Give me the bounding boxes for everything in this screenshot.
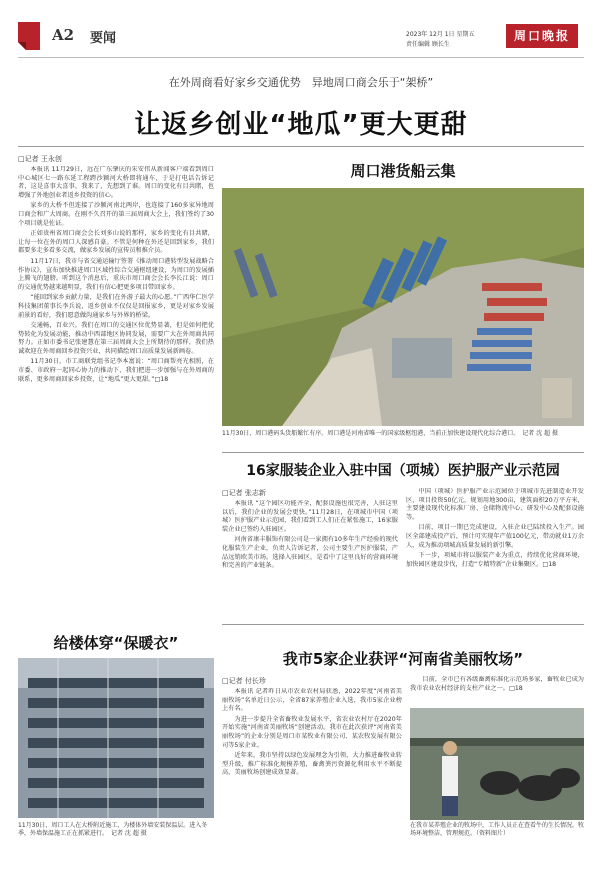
article3-byline: □记者 付长珍: [222, 677, 266, 685]
paragraph: 目前，项目一期已完成建设，入驻企业已陆续投入生产。园区全部建成投产后，预计可实现年产值100亿元，带动就业1万余人，成为推动项城高质量发展的新引擎。: [406, 524, 584, 549]
article3-title: 我市5家企业获评“河南省美丽牧场”: [282, 650, 524, 668]
building-image: [18, 658, 214, 818]
paragraph: 本报讯 11月29日，远在广东肇庆的朱安伟从新闻客户端看到周口中心城区七一路东延工程跨沙颍河大桥即将通车，于是打电话告诉记者，这是喜事大喜事，我来了，先想到了谁。周口的变化有目共睹，也增强了外地创业者返乡投资的信心。: [18, 166, 214, 199]
newspaper-logo: 周口晚报: [506, 24, 578, 48]
section-name: 要闻: [90, 31, 117, 46]
header-meta: [406, 30, 474, 50]
paragraph: 目前，全市已有各级畜禽标准化示范场多家，畜牧业已成为我市农业农村经济的支柱产业之一。□18: [410, 676, 584, 692]
building-photo: [18, 658, 214, 818]
article1-byline: □记者 王永创: [18, 155, 62, 163]
main-headline: 让返乡创业“地瓜”更大更甜: [134, 110, 468, 140]
article3-col1: [222, 688, 402, 878]
editor-line: 责任编辑 顾长生: [406, 41, 450, 48]
paragraph: 下一步，项城市将以服装产业为重点，持续优化营商环境，加快园区建设步伐，打造“专精特新”企业集聚区。□18: [406, 552, 584, 568]
photo2-caption: 11月30日，周口工人在大桥附近施工，为楼体外墙安装保温层。进入冬季，外墙保温施工正在抓紧进行。 记者 沈 超 摄: [18, 822, 208, 837]
paragraph: 为进一步提升全省畜牧业发展水平，省农业农村厅在2020年开始实施“河南省美丽牧场”创建活动。我市在此次获评“河南省美丽牧场”的企业分别是周口市某牧业有限公司、某农牧发展有限公司等5家企业。: [222, 715, 402, 749]
farm-photo: [410, 708, 584, 820]
article1-body: [18, 166, 214, 626]
divider: [222, 624, 584, 625]
article2-col1: [222, 500, 398, 615]
paragraph: 11月17日，我市与省交通运输厅签署《推动周口港转型发展战略合作协议》，宣布加快推进周口区域性综合交通枢纽建设，为周口的发展插上腾飞的翅膀。听到这个消息后，重庆市周口商会会长李长江说：周口的交通优势越来越明显，我们有信心把更多项目带回家乡。: [18, 257, 214, 291]
pasture-image: [410, 708, 584, 820]
article2-title: 16家服装企业入驻中国（项城）医护服产业示范园: [246, 463, 560, 479]
article2-col2: [406, 488, 584, 615]
article2-byline: □记者 张志新: [222, 489, 266, 497]
paragraph: 河南省康丰服饰有限公司是一家拥有10多年生产经验的现代化服装生产企业，负责人告诉记者，公司主要生产医护服装，产品远销欧美市场。选择入驻园区，是看中了这里良好的营商环境和完善的产业链条。: [222, 536, 398, 570]
headline-kicker: 在外周商看好家乡交通优势 异地周口商会乐于“架桥”: [168, 76, 434, 89]
page-corner-icon: [18, 22, 40, 50]
page-header: [18, 18, 584, 58]
paragraph: 交通畅，百业兴。我们在周口的交通区位优势显著，但是如何把优势转化为发展动能，推动中西部地区协同发展，需要广大在外周商共同努力。正如市委书记张建慧在第三届周商大会上所期待的那样，我们热诚欢迎在外周商回乡投资兴业，共同描绘周口高质量发展新画卷。: [18, 322, 214, 355]
section-number: A2: [52, 26, 75, 44]
paragraph: 近年来，我市坚持以绿色发展理念为引领，大力推进畜牧业转型升级，推广标准化规模养殖，畜禽粪污资源化利用水平不断提高，美丽牧场创建成效显著。: [222, 752, 402, 777]
photo1-title: 周口港货船云集: [350, 162, 456, 180]
photo1-caption: 11月30日，周口港码头货船繁忙有序。周口港是河南省唯一的国家级枢纽港，当前正加快建设现代化综合港口。 记者 沈 超 摄: [222, 430, 558, 437]
date-line: 2023年 12月 1日 星期五: [406, 31, 475, 38]
divider: [222, 452, 584, 453]
paragraph: 正如贵州省周口商会会长刘多山说的那样，家乡的变化有目共睹，让每一位在外的周口人深感自豪。不管是何种在外还是回到家乡，我们都要多走多看多交流，做家乡发展的宣传员和推介员。: [18, 230, 214, 255]
port-photo: [222, 188, 584, 426]
paragraph: 本报讯 “这个园区功能齐全，配套设施也很完善，人驻这里以后，我们企业的发展会更快。”11月28日，在项城市中国（项城）医护服产业示范园，我们看到工人们正在紧张施工，16家服装企业已签约入驻园区。: [222, 500, 398, 533]
article3-photo-caption: 在我市某养殖企业的牧场中，工作人员正在查看牛的生长情况。牧场环境整洁，管理规范。（资料图片）: [410, 822, 585, 837]
photo2-title: 给楼体穿“保暖衣”: [53, 634, 179, 652]
paragraph: 中国（项城）医护服产业示范园位于项城市先进制造业开发区，项目投资50亿元，规划用地300亩，建筑面积20万平方米，主要建设现代化标准厂房、仓储物流中心、研发中心及配套设施等。: [406, 488, 584, 521]
paragraph: 家乡的大桥不但连接了沙颍河南北两岸，也连接了160多家异地周口商会和广大周商。在刚不久召开的第三届周商大会上，我们签约了30个项目就是佐证。: [18, 202, 214, 227]
paragraph: 11月30日，市工商联党组书记李本富说：“周口商帮亮光相照，在市委、市政府一起同心协力的推动下，我们把进一步加强与在外周商的联系，更多周商回家乡投资，让“地瓜”更大更甜。”□18: [18, 358, 214, 383]
paragraph: 本报讯 记者昨日从市农业农村局获悉，2022年度“河南省美丽牧场”名单近日公示，全省87家养殖企业入选，我市5家企业榜上有名。: [222, 688, 402, 713]
article3-col2: [410, 676, 584, 706]
port-aerial-image: [222, 188, 584, 426]
divider: [18, 146, 584, 147]
paragraph: “能回到家乡贡献力量，是我们在外游子最大的心愿。”广西华仁医学科技集团董事长李兵说，返乡创业不仅仅是回报家乡，更是对家乡发展前景的看好，我们愿意做沟通家乡与外界的桥梁。: [18, 294, 214, 319]
